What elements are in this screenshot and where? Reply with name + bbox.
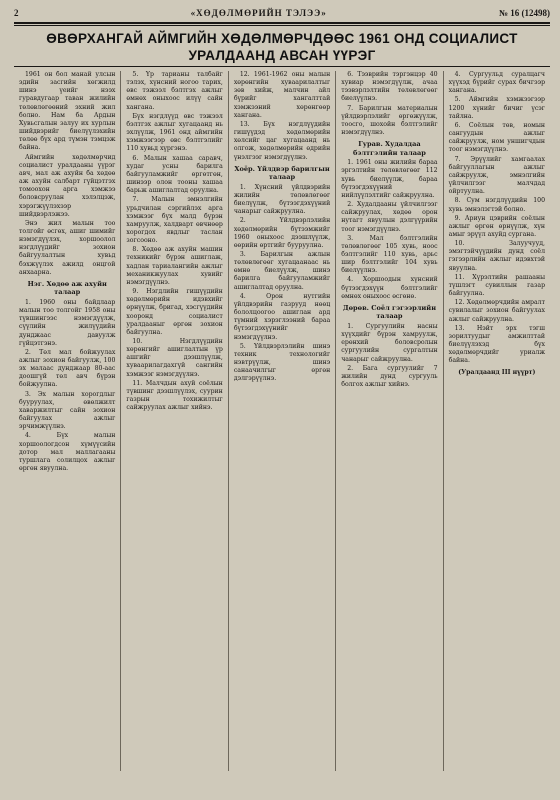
page-number: 2 — [14, 8, 19, 18]
paragraph: 9. Нэгдлийн гишүүдийн хөдөлмөрийн идэвхийг өрнүүлж, бригад, хэсгүүдийн хооронд социалист уралдааныг өргөн зохион байгуулна. — [126, 288, 223, 336]
paragraph: 1. 1960 оны байдлаар малын тоо толгойг 1958 оны түвшингээс нэмэгдүүлж, сүүлийн жилүүдийн дунджаас давуулж гүйцэтгэнэ. — [19, 298, 116, 347]
paragraph: 2. Худалдааны үйлчилгээг сайжруулах, хөдөө орон нутагт явуулын дэлгүүрийн тоог нэмэгдүүлнэ. — [341, 201, 438, 233]
paragraph: 1. 1961 оны жилийн бараа эргэлтийн төлөвлөгөөг 112 хувь биелүүлж, бараа бүтээгдэхүүний нийлүүлэлтийг сайжруулна. — [341, 159, 438, 199]
paragraph: Бүх нэгдлүүд өвс тэжээл бэлтгэх ажлыг хугацаанд нь эхлүүлж, 1961 онд аймгийн хэмжээгээр өвс бэлтгэлийг 110 хувьд хүргэнэ. — [126, 112, 223, 153]
section-title: Хоёр. Үйлдвэр барилгын талаар — [234, 164, 330, 182]
continuation-note: (Уралдаанд III нүүрт) — [458, 369, 536, 377]
section-title: Нэг. Хөдөө аж ахуйн талаар — [27, 279, 107, 297]
paragraph: 1. Сургуулийн насны хүүхдийг бүрэн хамруулж, ерөнхий боловсролын сургуулийн сургалтын чанарыг сайжруулна. — [341, 322, 438, 363]
header-rule — [14, 22, 550, 24]
paragraph: 2. Бага сургуулийг 7 жилийн дунд сургууль болгох ажлыг хийнэ. — [341, 364, 438, 388]
column-5 — [444, 71, 550, 771]
paragraph: 12. Хөдөлмөрчдийн амралт сувилалыг зохион байгуулах ажлыг сайжруулна. — [448, 299, 546, 323]
paragraph: 12. 1961-1962 оны малын хөрөнгийн хуваарилалтыг зөв хийж, малчин айл бүрийг хангалттай хэмжээний хөрөнгөөр хангана. — [233, 71, 331, 119]
paragraph: 1961 он бол манай улсын эдийн засгийн хөгжилд шинэ үеийг нээх гуравдугаар таван жилийн төлөвлөгөөний эхний жил болно. Нам ба Ардын Хувьсгалын залуу их хурлын шийдвэрийг биелүүлэхийн төлөө бүх ард түмэн тэмцэж байна. — [19, 71, 116, 152]
paragraph: 5. Аймгийн хэмжээгээр 1200 хүнийг бичиг үсэг тайлна. — [448, 96, 546, 120]
paragraph: 5. Үр тарианы талбайг тэлэх, хүнсний ногоо тарих, өвс тэжээл бэлтгэх ажлыг өмнөх оныхоос илүү сайн хангана. — [126, 71, 223, 111]
paragraph: 13. Нэйт эрх тэгш зорилтуудыг амжилттай биелүүлэхэд бүх хөдөлмөрчдийг уриалж байна. — [448, 324, 546, 365]
issue-number: № 16 (12498) — [498, 8, 550, 18]
paragraph: 8. Сум нэгдлүүдийн 100 хувь эмнэлэгтэй болно. — [448, 197, 546, 213]
paragraph: 1. Хүнсний үйлдвэрийн жилийн төлөвлөгөөг биелүүлж, бүтээгдэхүүний чанарыг сайжруулна. — [233, 183, 331, 216]
paragraph: Энэ жил малын тоо толгойг өсгөх, ашиг шимийг нэмэгдүүлэх, хоршоолол нэгдлүүдийг зохион байгуулалтын хувьд бэхжүүлэх ажилд онцгой анхаарна. — [19, 219, 116, 276]
paragraph: 3. Мал бэлтгэлийн төлөвлөгөөг 105 хувь, ноос бэлтгэлийг 110 хувь, арьс шир бэлтгэлийг 104 хувь биелүүлнэ. — [341, 234, 438, 275]
paragraph: 2. Үйлдвэрлэлийн хөдөлмөрийн бүтээмжийг 1960 оныхоос дээшлүүлж, өөрийн өртгийг бууруулна. — [233, 217, 331, 249]
paragraph: 13. Бүх нэгдлүүдийн гишүүдэд хөдөлмөрийн хөлсийг цаг хугацаанд нь олгож, хөдөлмөрийн өдрийн үнэлгээг нэмэгдүүлнэ. — [233, 120, 331, 161]
paragraph: 4. Сургуульд суралцагч хүүхэд бүрийг сурах бичгээр хангана. — [448, 71, 546, 95]
paragraph: Аймгийн хөдөлмөрчид социалист уралдааны үүрэг авч, мал аж ахуйн ба хөдөө аж ахуйн салбарт гүйцэтгэх томоохон арга хэмжээ боловсруулан хэлэлцэж, хэрэгжүүлэхээр шийдвэрлэжээ. — [19, 153, 116, 218]
paragraph: 10. Залуучууд, эмэгтэйчүүдийн дунд соёл гэгээрлийн ажлыг идэвхтэй явуулна. — [448, 240, 546, 272]
header-rule-thin — [14, 25, 550, 26]
paragraph: 4. Хоршоодын хүнсний бүтээгдэхүүн бэлтгэлийг өмнөх оныхоос өсгөнө. — [341, 276, 438, 300]
paragraph: 7. Барилгын материалын үйлдвэрлэлийг өргөжүүлж, тоосго, шохойн бэлтгэлийг нэмэгдүүлнэ. — [341, 104, 438, 137]
paragraph: 5. Үйлдвэрлэлийн шинэ техник технологийг нэвтрүүлж, шинэ санаачилгыг өргөн дэлгэрүүлнэ. — [233, 342, 331, 383]
column-3 — [229, 71, 336, 771]
article-columns — [14, 71, 550, 771]
paragraph: 11. Малчдын ахуй соёлын түвшинг дээшлүүлэх, суурин газрын тохижилтыг сайжруулах ажлыг хийнэ. — [126, 379, 223, 412]
column-4 — [336, 71, 443, 771]
headline-rule — [14, 66, 550, 67]
paragraph: 7. Малын эмнэлгийн урьдчилан сэргийлэх арга хэмжээг бүх малд бүрэн хамруулж, халдварт өвчнөөр хорогдох явдлыг таслан зогсооно. — [126, 196, 223, 245]
paragraph: 9. Ариун цэврийн соёлын ажлыг өргөн өрнүүлж, хүн амыг эрүүл ахуйд сургана. — [448, 214, 546, 238]
column-1 — [14, 71, 121, 771]
paragraph: 11. Хүрэлтийн рашааны түшлэгт сувиллын газар байгуулна. — [448, 273, 546, 298]
paragraph: 3. Барилгын ажлын төлөвлөгөөг хугацаанаас нь өмнө биелүүлж, шинэ барилга байгууламжийг ашиглалтад оруулна. — [233, 250, 331, 291]
article-headline: ӨВӨРХАНГАЙ АЙМГИЙН ХӨДӨЛМӨРЧДӨӨС 1961 ОНД СОЦИАЛИСТ УРАЛДААНД АВСАН ҮҮРЭГ — [46, 31, 518, 63]
paragraph: 7. Эрүүлийг хамгаалах байгууллагын ажлыг сайжруулж, эмнэлгийн үйлчилгээг малчдад ойртуулна. — [448, 155, 546, 196]
paragraph: 3. Эх малын хорогдлыг бууруулах, өвөлжилт хаваржилтыг сайн зохион байгуулах ажлыг эрчимжүүлнэ. — [19, 390, 116, 431]
column-2 — [121, 71, 228, 771]
paragraph: 10. Нэгдлүүдийн хөрөнгийг ашиглалтын үр ашгийг дээшлүүлж, хуваарилагдахгүй сангийн хэмжээг нэмэгдүүлнэ. — [126, 338, 223, 378]
paragraph: 4. Орон нутгийн үйлдвэрийн газрууд нөөц бололцоогоо ашиглан ард түмний хэрэглээний бараа бүтээгдэхүүнийг нэмэгдүүлнэ. — [233, 292, 331, 341]
paragraph: 8. Хөдөө аж ахуйн машин техникийг бүрэн ашиглаж, хадлан тариалангийн ажлыг механикжуулах хувийг нэмэгдүүлнэ. — [126, 246, 223, 286]
section-title: Дөрөв. Соёл гэгээрлийн талаар — [342, 303, 437, 321]
running-header — [14, 6, 550, 20]
paragraph: 6. Тээврийн тэргэнцэр 40 хувиар нэмэгдүүлж, ачаа тээвэрлэлтийн төлөвлөгөөг биелүүлнэ. — [341, 71, 438, 103]
section-title: Гурав. Худалдаа бэлтгэлийн талаар — [352, 140, 426, 157]
paragraph: 2. Төл мал бойжуулах ажлыг зохион байгуулж, 100 эх малаас дунджаар 80-аас доошгүй төл авч бүрэн бойжуулна. — [19, 348, 116, 389]
paragraph: 4. Бүх малын хоршоологдсон хүмүүсийн дотор мал маллагааны туршлага солилцох ажлыг өргөн явуулна. — [19, 432, 116, 473]
newspaper-title: «ХӨДӨЛМӨРИЙН ТЭЛЭЭ» — [190, 8, 327, 18]
paragraph: 6. Соёлын төв, номын сангуудын ажлыг сайжруулж, ном уншигчдын тоог нэмэгдүүлнэ. — [448, 121, 546, 154]
paragraph: 6. Малын хашаа саравч, худаг усны барилга байгууламжийг өргөтгөн, шинээр олон тооны хашаа барьж ашиглалтад оруулна. — [126, 154, 223, 195]
